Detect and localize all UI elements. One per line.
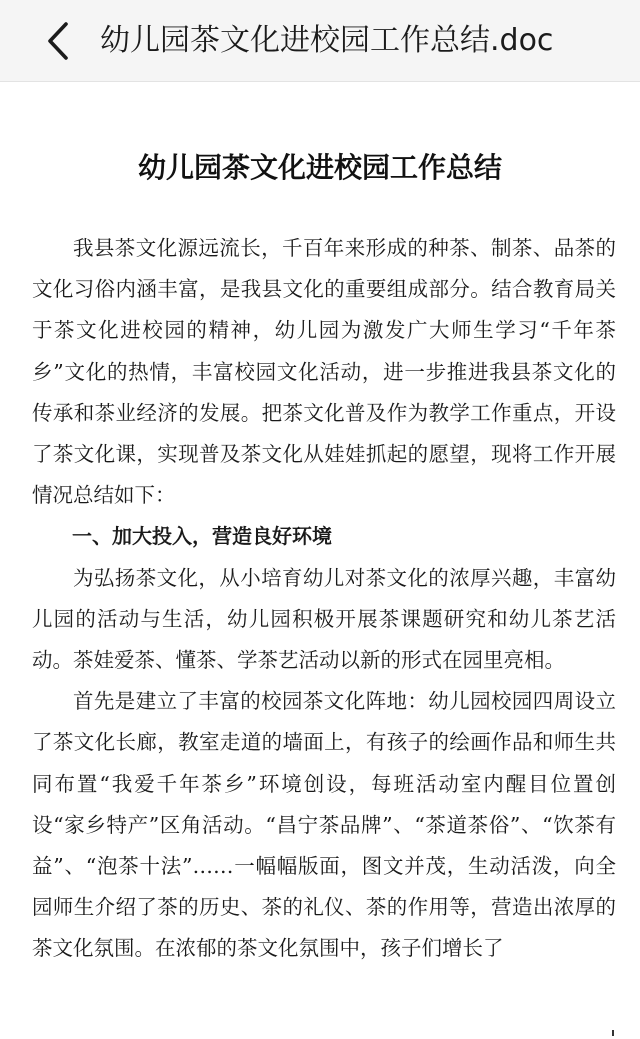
top-bar [0, 0, 640, 82]
paragraph-section-1: 为弘扬茶文化，从小培育幼儿对茶文化的浓厚兴趣，丰富幼儿园的活动与生活，幼儿园积极开展茶课题研究和幼儿茶艺活动。茶娃爱茶、懂茶、学茶艺活动以新的形式在园里亮相。 [32, 565, 616, 673]
document-title: 幼儿园茶文化进校园工作总结 [137, 151, 502, 184]
file-title: 幼儿园茶文化进校园工作总结.doc [100, 23, 554, 58]
document-page[interactable] [0, 82, 640, 1039]
paragraph-intro: 我县茶文化源远流长，千百年来形成的种茶、制茶、品茶的文化习俗内涵丰富，是我县文化的重要组成部分。结合教育局关于茶文化进校园的精神，幼儿园为激发广大师生学习“千年茶乡”文化的热情，丰富校园文化活动，进一步推进我县茶文化的传承和茶业经济的发展。把茶文化普及作为教学工作重点，开设了茶文化课，实现普及茶文化从娃娃抓起的愿望，现将工作开展情况总结如下： [32, 236, 616, 508]
back-button[interactable] [40, 18, 80, 64]
section-heading: 一、加大投入，营造良好环境 [72, 524, 332, 549]
page-edge-mark [612, 1030, 614, 1036]
document-body [32, 228, 616, 970]
paragraph-section-2: 首先是建立了丰富的校园茶文化阵地：幼儿园校园四周设立了茶文化长廊，教室走道的墙面上，有孩子的绘画作品和师生共同布置“我爱千年茶乡”环境创设，每班活动室内醒目位置创设“家乡特产”区角活动。“昌宁茶品牌”、“茶道茶俗”、“饮茶有益”、“泡茶十法”……一幅幅版面，图文并茂，生动活泼，向全园师生介绍了茶的历史、茶的礼仪、茶的作用等，营造出浓厚的茶文化氛围。在浓郁的茶文化氛围中，孩子们增长了 [32, 689, 616, 961]
chevron-left-icon [40, 18, 80, 64]
